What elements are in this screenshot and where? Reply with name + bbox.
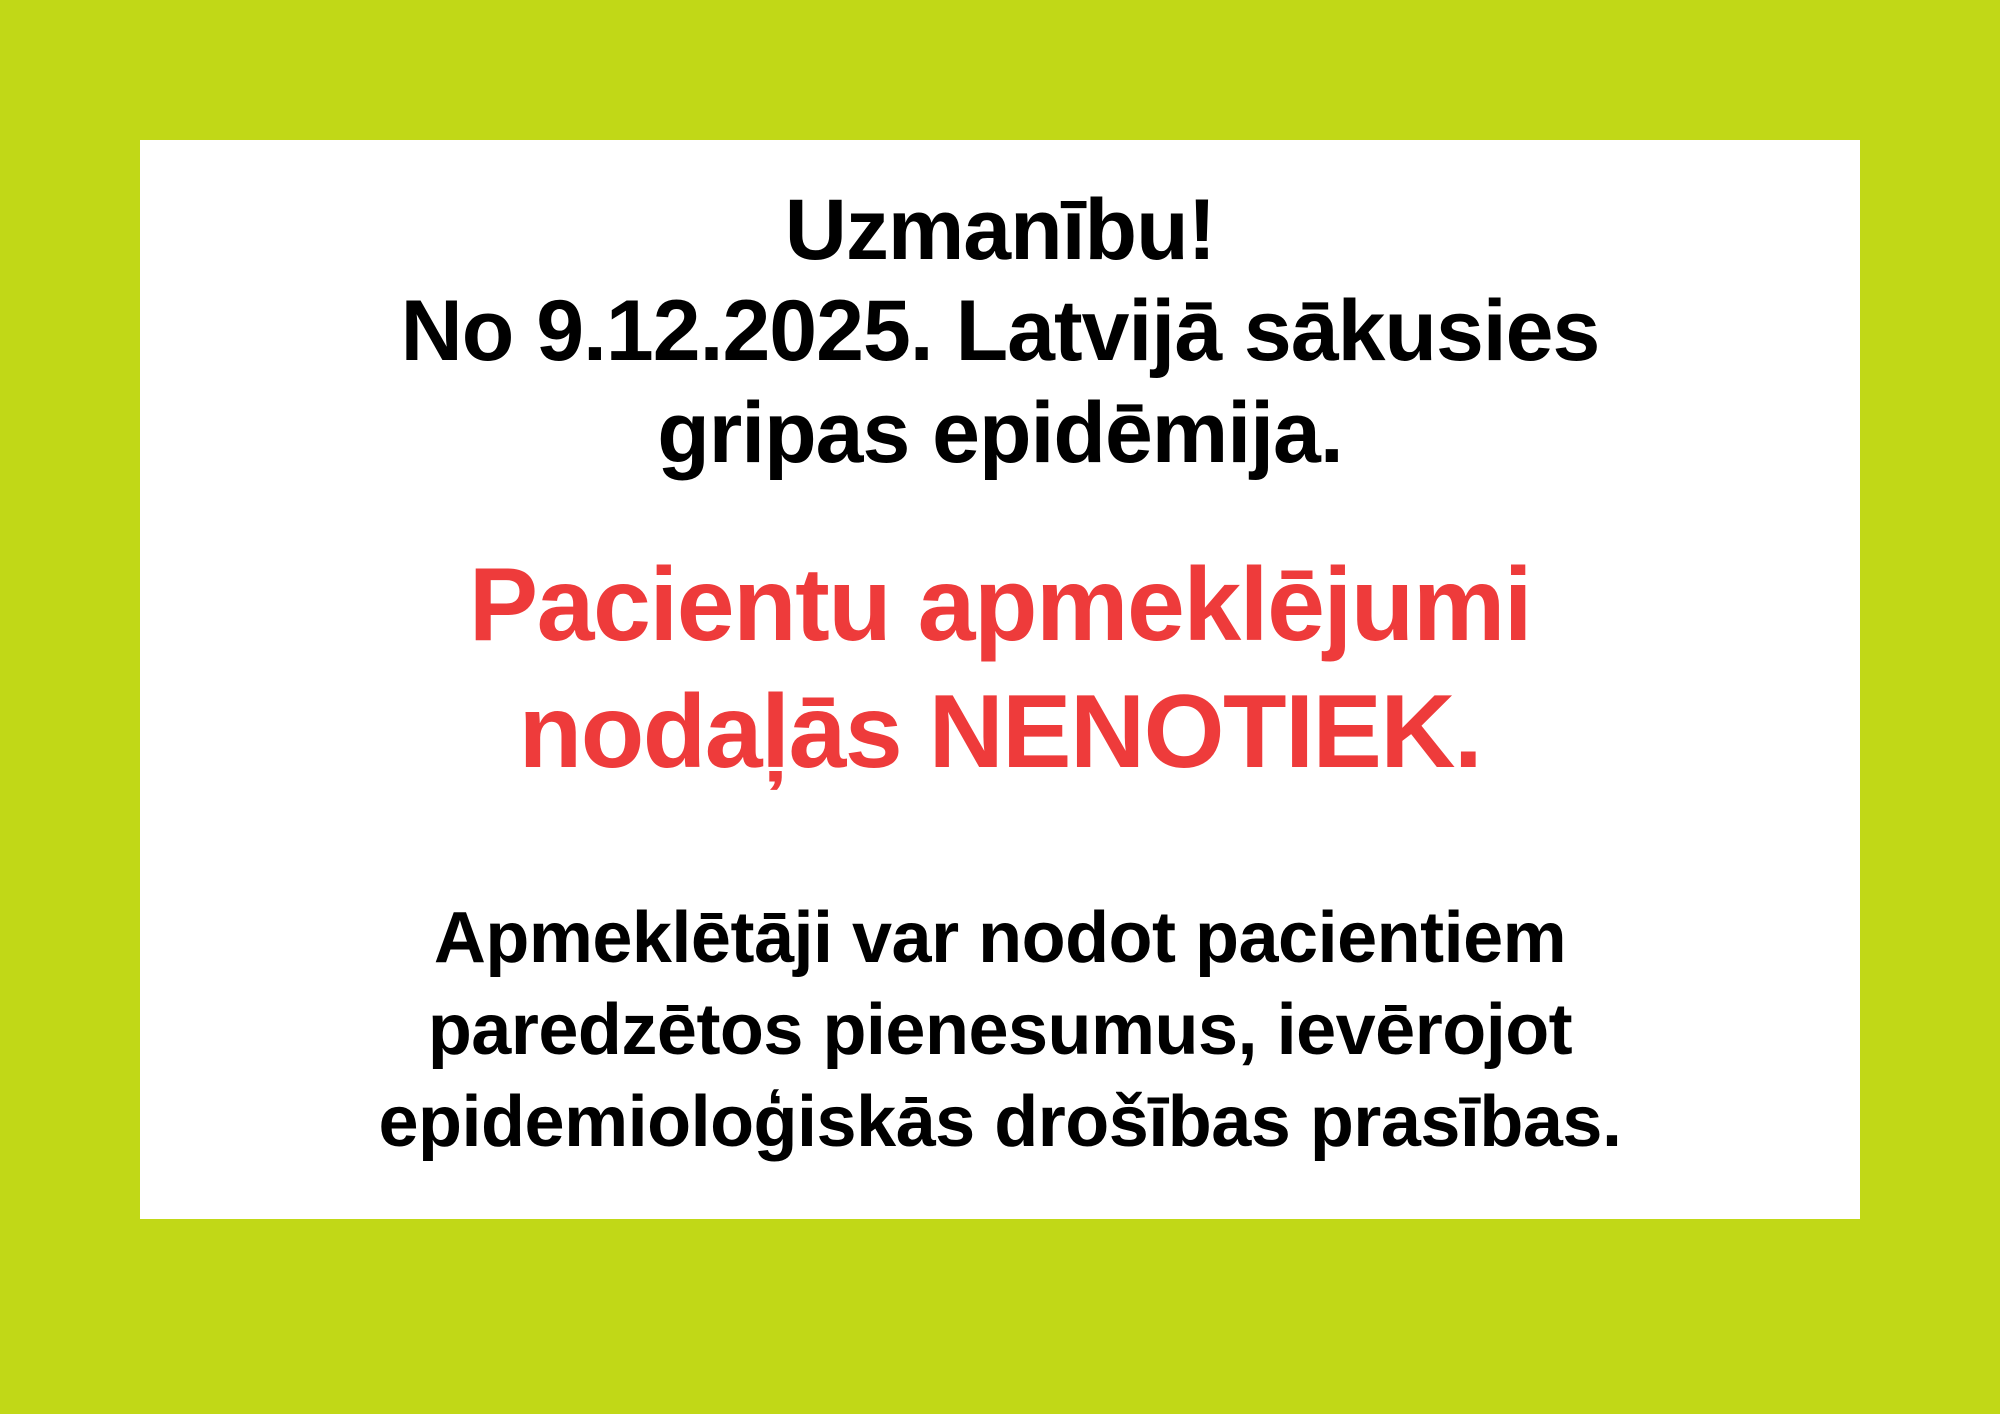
heading-line-3: gripas epidēmija. xyxy=(657,384,1343,481)
note-line-3: epidemioloģiskās drošības prasības. xyxy=(378,1082,1622,1163)
note-line-1: Apmeklētāji var nodot pacientiem xyxy=(433,898,1567,979)
alert-block xyxy=(200,542,1800,796)
heading-line-1: Uzmanību! xyxy=(784,182,1216,278)
notice-card xyxy=(140,140,1860,1219)
heading-block xyxy=(200,180,1800,484)
note-line-2: paredzētos pienesumus, ievērojot xyxy=(427,990,1573,1071)
heading-line-2: No 9.12.2025. Latvijā sākusies xyxy=(400,283,1600,380)
note-block xyxy=(200,892,1800,1168)
alert-line-1: Pacientu apmeklējumi xyxy=(468,547,1532,664)
alert-line-2: nodaļās NENOTIEK. xyxy=(518,674,1482,791)
